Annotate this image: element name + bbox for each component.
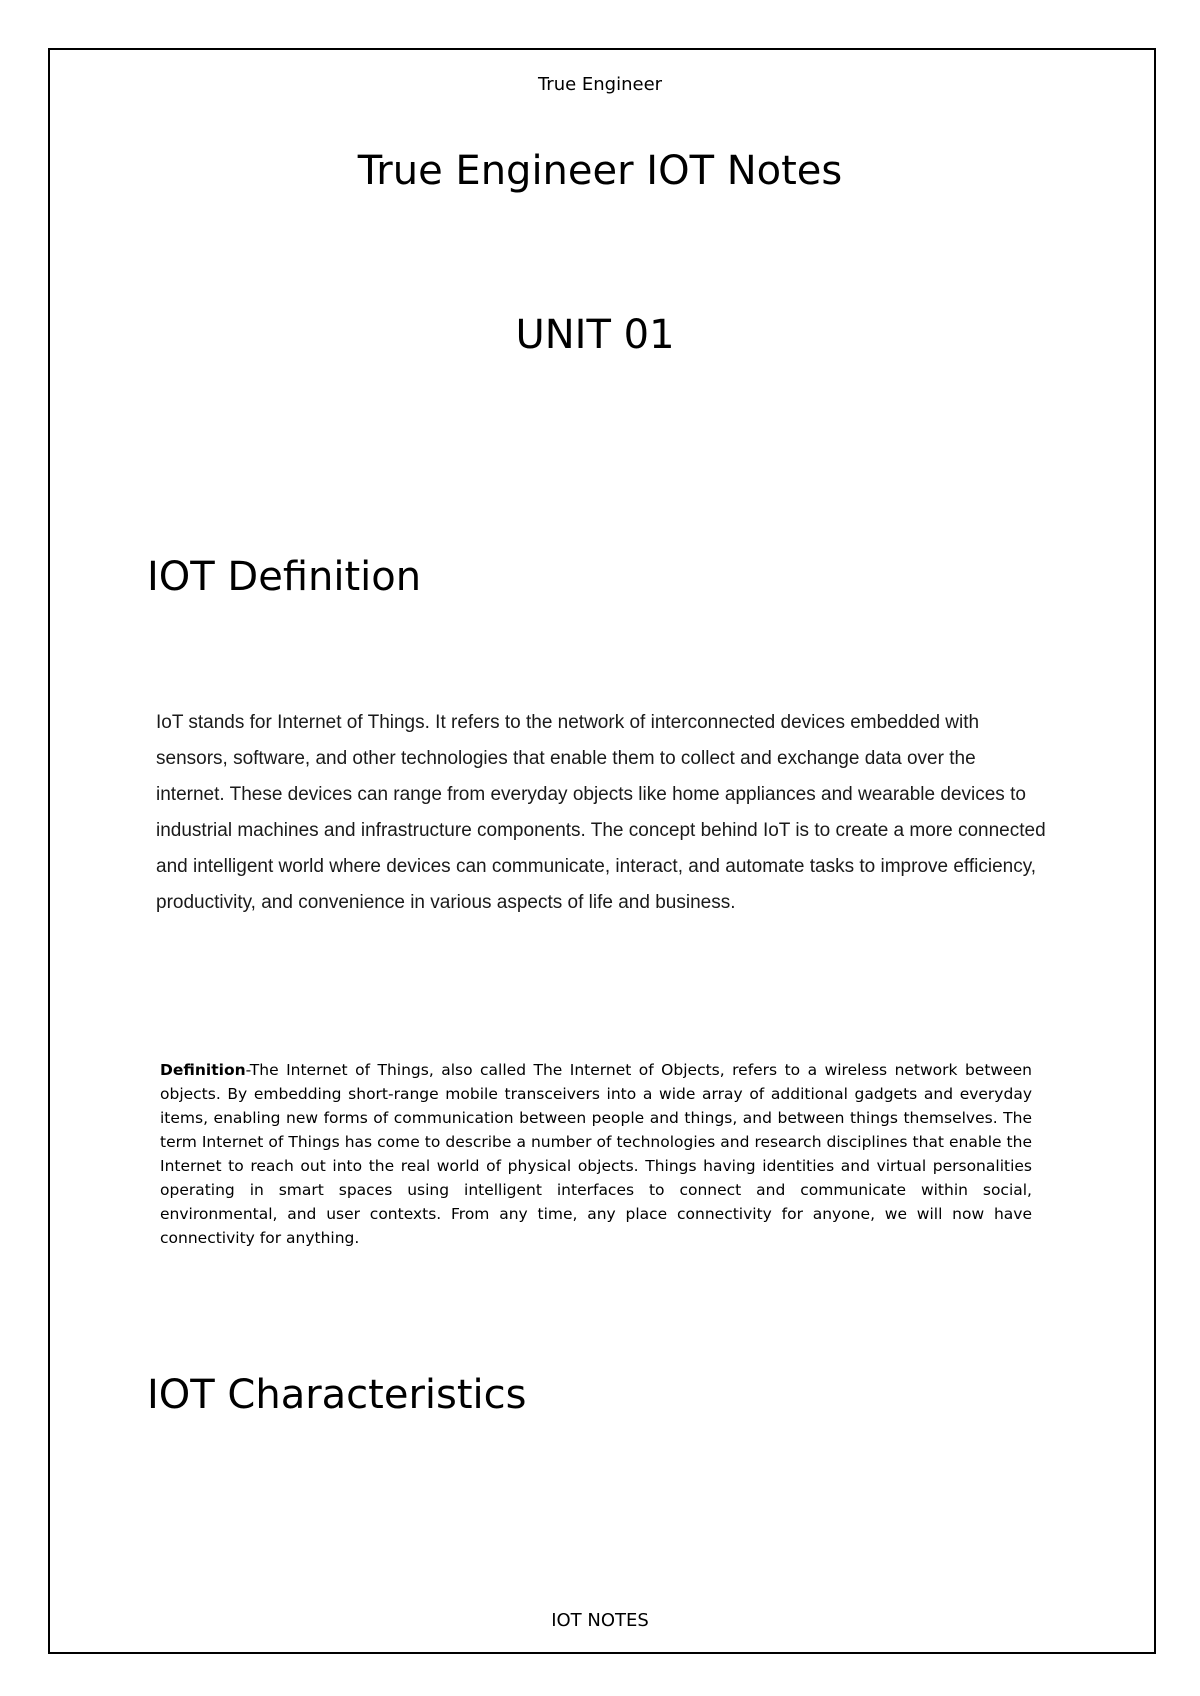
unit-title: UNIT 01 [515,312,675,358]
page-footer: IOT NOTES [551,1610,649,1631]
definition-text: -The Internet of Things, also called The Internet of Objects, refers to a wireless network between objects. By embedding short-range mobile transceivers into a wide array of additional gadgets and everyday items, enabling new forms of communication between people and things, and between things themselves. The term Internet of Things has come to describe a number of technologies and research disciplines that enable the Internet to reach out into the real world of physical objects. Things having identities and virtual personalities operating in smart spaces using intelligent interfaces to connect and communicate within social, environmental, and user contexts. From any time, any place connectivity for anyone, we will now have connectivity for anything. [160,1061,1032,1247]
section-heading-iot-characteristics: IOT Characteristics [147,1372,527,1418]
intro-paragraph: IoT stands for Internet of Things. It refers to the network of interconnected devices embedded with sensors, software, and other technologies that enable them to collect and exchange data over the internet. These devices can range from everyday objects like home appliances and wearable devices to industrial machines and infrastructure components. The concept behind IoT is to create a more connected and intelligent world where devices can communicate, interact, and automate tasks to improve efficiency, productivity, and convenience in various aspects of life and business. [156,712,1046,913]
definition-paragraph [160,1058,1032,1250]
page-header: True Engineer [537,74,663,95]
definition-label: Definition [160,1061,246,1079]
document-title: True Engineer IOT Notes [357,148,843,194]
section-heading-iot-definition: IOT Definition [147,554,422,600]
